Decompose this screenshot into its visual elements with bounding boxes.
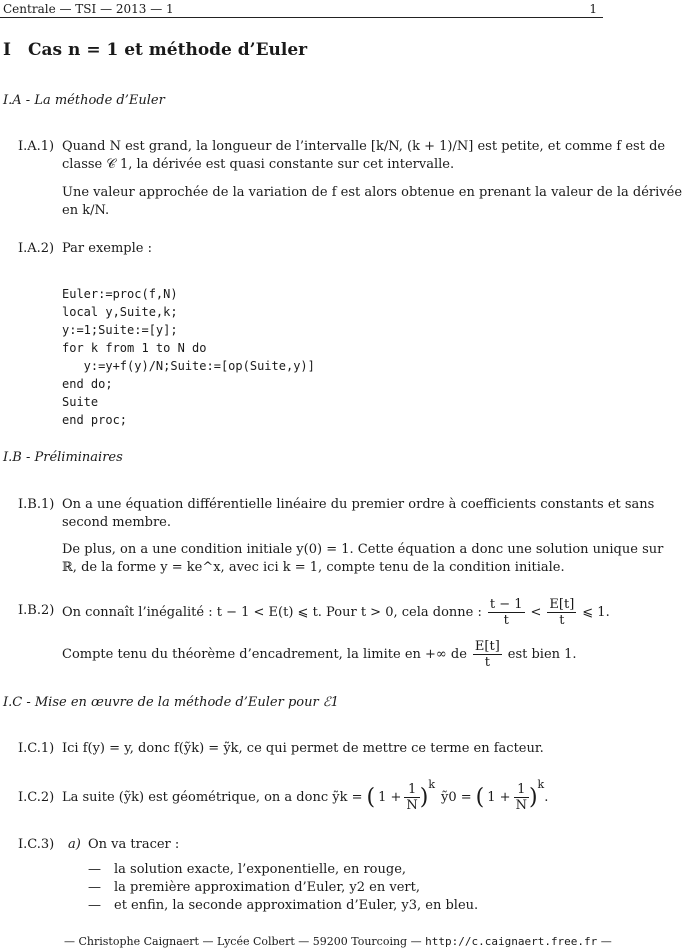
fraction <box>488 597 525 628</box>
question-text: On a une équation différentielle linéaire du premier ordre à coefficients constants et sans <box>62 497 655 512</box>
exponent: k <box>537 778 545 791</box>
list-item: — la première approximation d’Euler, y2 en vert, <box>88 880 478 898</box>
math-symbol: ⩽ 1. <box>582 604 610 620</box>
fraction <box>547 597 576 628</box>
question-text: classe 𝒞 1, la dérivée est quasi constante sur cet intervalle. <box>62 157 455 172</box>
fraction-denominator: t <box>559 612 565 628</box>
question-label-IA1: I.A.1) <box>18 139 55 154</box>
code-block <box>62 287 315 431</box>
fraction-denominator: N <box>406 797 418 813</box>
inequality-line <box>62 594 610 630</box>
fraction-numerator: 1 <box>404 782 419 798</box>
subquestion-label: a) <box>68 837 81 852</box>
math-text: 1 + <box>378 789 402 805</box>
question-text: On va tracer : <box>88 837 180 852</box>
code-line: for k from 1 to N do <box>62 341 207 355</box>
section-title: Cas n = 1 et méthode d’Euler <box>28 40 308 60</box>
subsection-heading-IB: I.B - Préliminaires <box>3 450 123 465</box>
list-item: — et enfin, la seconde approximation d’Euler, y3, en bleu. <box>88 898 478 916</box>
fraction-denominator: t <box>484 654 490 670</box>
page-number: 1 <box>589 2 597 16</box>
question-label-IB1: I.B.1) <box>18 497 55 512</box>
code-line: Euler:=proc(f,N) <box>62 287 178 301</box>
question-text: en k/N. <box>62 203 110 218</box>
list-item: — la solution exacte, l’exponentielle, en rouge, <box>88 862 478 880</box>
question-text: La suite (ỹk) est géométrique, on a donc ỹk = <box>62 789 363 805</box>
code-line: end proc; <box>62 413 128 427</box>
header-rule <box>0 17 603 18</box>
footer-text: — Christophe Caignaert — Lycée Colbert — 59200 Tourcoing — <box>64 935 422 948</box>
paren-open: ( <box>366 784 376 810</box>
fraction <box>514 782 529 813</box>
math-text: ỹ0 = <box>441 789 472 805</box>
limit-line <box>62 636 577 672</box>
subsection-heading-IA: I.A - La méthode d’Euler <box>3 93 165 108</box>
paren-open: ( <box>475 784 485 810</box>
math-symbol: < <box>530 604 542 620</box>
fraction-denominator: N <box>515 797 527 813</box>
code-line: end do; <box>62 377 113 391</box>
fraction-numerator: 1 <box>514 782 529 798</box>
question-text: Quand N est grand, la longueur de l’intervalle [k/N, (k + 1)/N] est petite, et comme f est de <box>62 139 666 154</box>
code-line: local y,Suite,k; <box>62 305 178 319</box>
paren-close: ) <box>528 784 538 810</box>
question-label-IB2: I.B.2) <box>18 603 55 618</box>
code-line: y:=y+f(y)/N;Suite:=[op(Suite,y)] <box>62 359 315 373</box>
question-text: Ici f(y) = y, donc f(ỹk) = ỹk, ce qui permet de mettre ce terme en facteur. <box>62 741 544 756</box>
fraction <box>473 639 502 670</box>
question-text: Compte tenu du théorème d’encadrement, la limite en +∞ de <box>62 646 467 662</box>
question-text: Par exemple : <box>62 241 152 256</box>
math-text: . <box>544 789 549 805</box>
bullet-list <box>88 862 478 916</box>
question-text: est bien 1. <box>507 646 577 662</box>
section-number: I <box>3 40 11 60</box>
question-label-IC2: I.C.2) <box>18 790 55 805</box>
question-label-IC1: I.C.1) <box>18 741 55 756</box>
question-text: Une valeur approchée de la variation de f est alors obtenue en prenant la valeur de la dérivée <box>62 185 682 200</box>
question-label-IC3: I.C.3) <box>18 837 55 852</box>
question-text: On connaît l’inégalité : t − 1 < E(t) ⩽ t. Pour t > 0, cela donne : <box>62 604 482 620</box>
footer-text: — <box>600 935 612 948</box>
exponent: k <box>428 778 436 791</box>
header-left: Centrale — TSI — 2013 — 1 <box>3 2 174 16</box>
code-line: Suite <box>62 395 99 409</box>
fraction-numerator: E[t] <box>549 596 575 612</box>
question-text: De plus, on a une condition initiale y(0) = 1. Cette équation a donc une solution unique sur <box>62 542 664 557</box>
paren-close: ) <box>419 784 429 810</box>
question-label-IA2: I.A.2) <box>18 241 55 256</box>
question-text: second membre. <box>62 515 172 530</box>
fraction-numerator: t − 1 <box>489 596 523 612</box>
question-text: ℝ, de la forme y = ke^x, avec ici k = 1, compte tenu de la condition initiale. <box>62 560 565 575</box>
code-line: y:=1;Suite:=[y]; <box>62 323 178 337</box>
footer-link[interactable]: http://c.caignaert.free.fr <box>425 935 598 948</box>
fraction-denominator: t <box>503 612 509 628</box>
subsection-heading-IC: I.C - Mise en œuvre de la méthode d’Euler pour ℰ1 <box>3 695 339 710</box>
geometric-line <box>62 776 548 818</box>
fraction <box>404 782 419 813</box>
math-text: 1 + <box>487 789 511 805</box>
fraction-numerator: E[t] <box>474 638 500 654</box>
footer <box>64 935 612 948</box>
